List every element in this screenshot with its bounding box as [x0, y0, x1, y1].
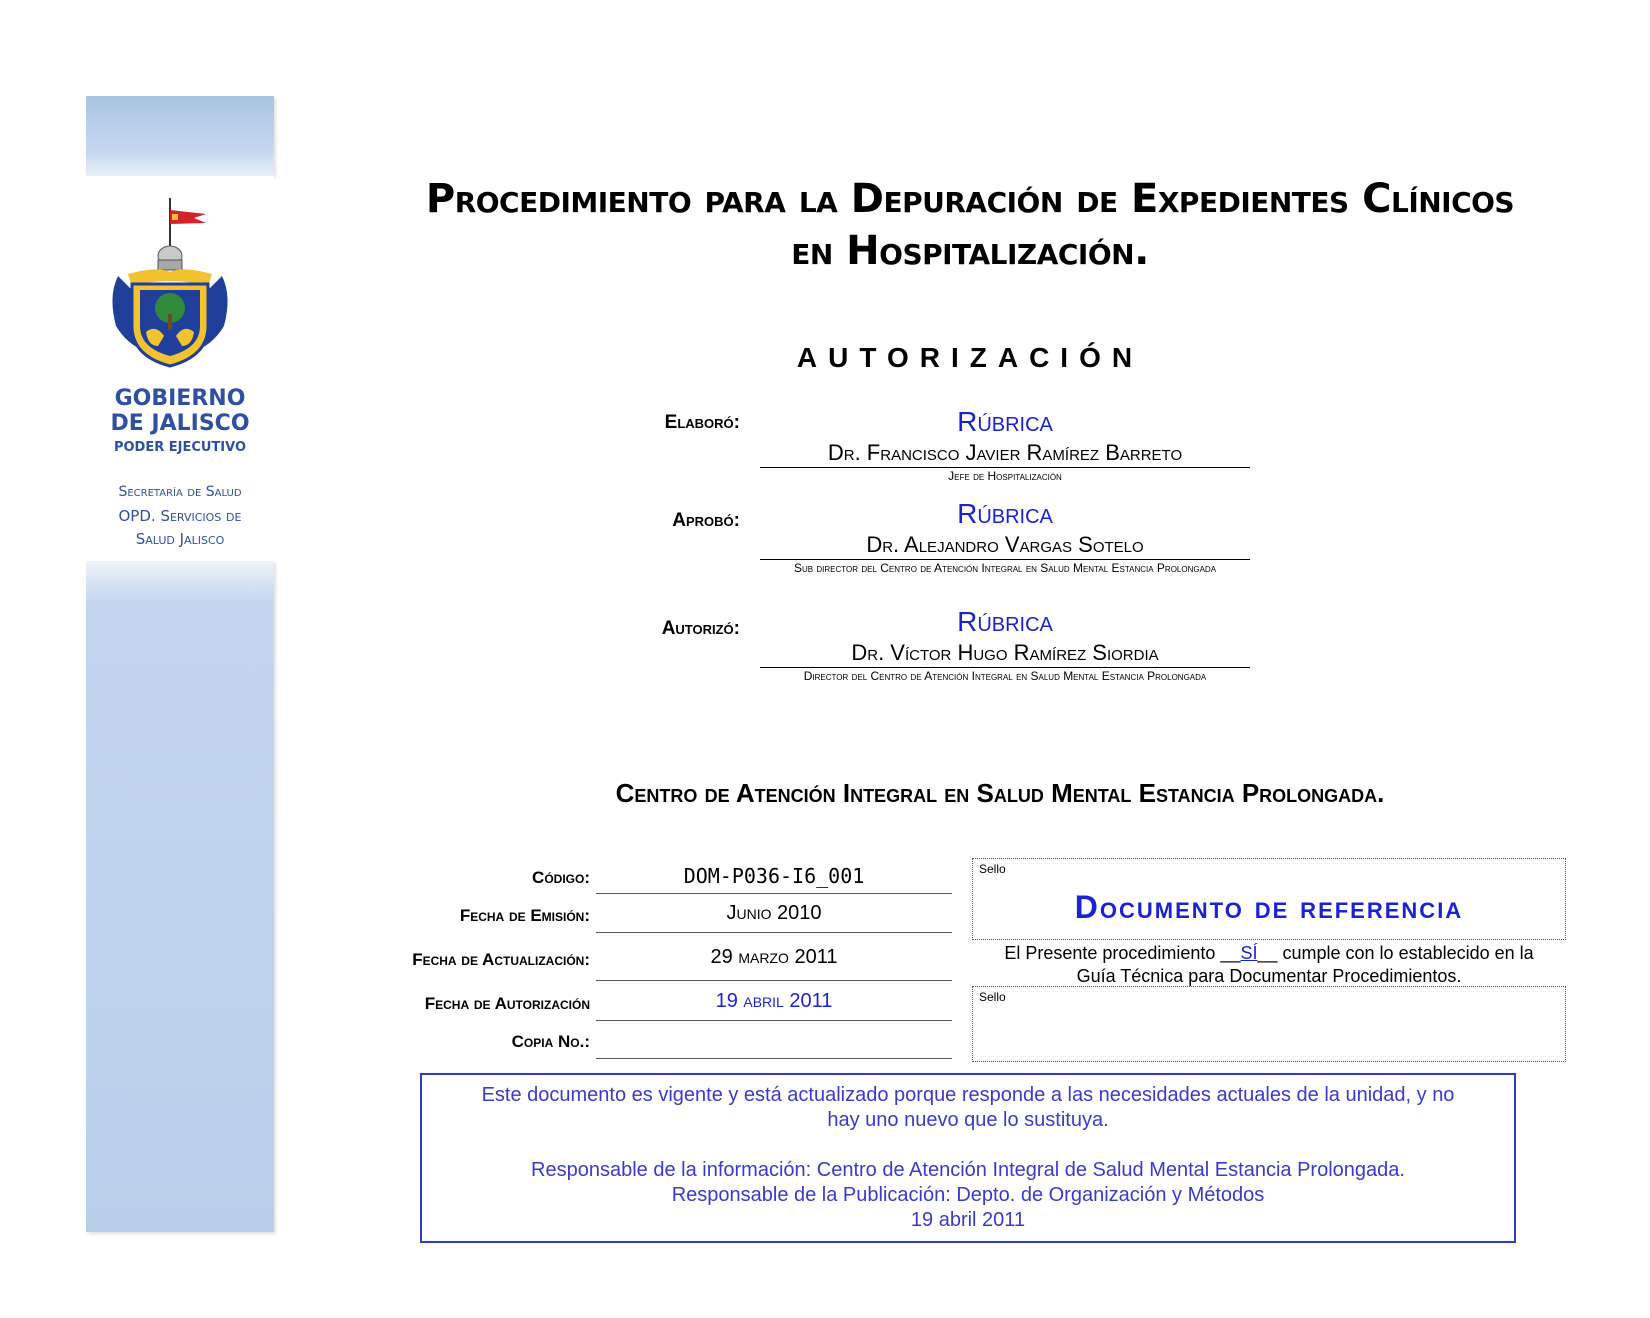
validity-notice-box	[420, 1073, 1516, 1243]
compliance-text-before: El Presente procedimiento __	[1004, 943, 1241, 963]
info-divider	[596, 932, 952, 933]
secretaria-line2: OPD. Servicios de	[118, 507, 242, 525]
fecha-autorizacion-value: 19 abril 2011	[715, 990, 833, 1012]
fecha-actualizacion-value: 29 marzo 2011	[710, 946, 838, 968]
signature-rubrica-aprobo: Rúbrica	[957, 498, 1053, 529]
compliance-text-after: __ cumple con lo establecido en la	[1257, 943, 1534, 963]
sidebar-top-band	[86, 96, 274, 176]
signature-role-elaboro: Jefe de Hospitalización	[948, 469, 1062, 483]
info-divider	[596, 1058, 952, 1059]
jalisco-coat-of-arms-icon	[98, 196, 242, 376]
signature-rubrica-elaboro: Rúbrica	[957, 406, 1053, 437]
publication-date-line: 19 abril 2011	[910, 1209, 1026, 1231]
signature-name-aprobo: Dr. Alejandro Vargas Sotelo	[760, 532, 1250, 560]
seal-label: Sello	[979, 990, 1006, 1004]
seal-box-reference	[972, 858, 1566, 940]
signature-rubrica-autorizo: Rúbrica	[957, 606, 1053, 637]
validity-line2: hay uno nuevo que lo sustituya.	[827, 1109, 1109, 1131]
compliance-line2: Guía Técnica para Documentar Procedimientos.	[1076, 966, 1462, 986]
signature-role-aprobo: Sub director del Centro de Atención Integral en Salud Mental Estancia Prolongada	[793, 561, 1217, 575]
fecha-autorizacion-label: Fecha de Autorización	[424, 994, 590, 1013]
secretaria-line3: Salud Jalisco	[135, 530, 225, 548]
sidebar-bottom-band	[86, 561, 274, 1232]
signature-name-elaboro: Dr. Francisco Javier Ramírez Barreto	[760, 440, 1250, 468]
secretaria-line1: Secretaría de Salud	[118, 484, 242, 500]
codigo-label: Código:	[532, 868, 590, 887]
fecha-emision-value: Junio 2010	[726, 902, 822, 924]
responsible-publication-line: Responsable de la Publicación: Depto. de Organización y Métodos	[671, 1184, 1265, 1206]
fecha-emision-label: Fecha de Emisión:	[459, 906, 590, 925]
compliance-line1	[972, 942, 1566, 965]
document-title-line1: Procedimiento para la Depuración de Expedientes Clínicos	[425, 176, 1515, 222]
info-divider	[596, 893, 952, 894]
gov-name-line2: DE JALISCO	[110, 411, 250, 436]
reference-document-title: Documento de referencia	[1074, 889, 1464, 925]
copia-label: Copia No.:	[511, 1032, 590, 1051]
seal-box-empty	[972, 986, 1566, 1062]
signature-label-autorizo: Autorizó:	[661, 618, 740, 639]
gov-name-line3: PODER EJECUTIVO	[113, 440, 247, 455]
compliance-answer: SÍ	[1240, 943, 1258, 963]
signature-label-elaboro: Elaboró:	[664, 412, 740, 433]
authorization-heading: AUTORIZACIÓN	[796, 342, 1144, 373]
codigo-value: DOM-P036-I6_001	[683, 864, 865, 888]
info-divider	[596, 1020, 952, 1021]
signature-label-aprobo: Aprobó:	[672, 510, 740, 531]
center-name-heading: Centro de Atención Integral en Salud Mental Estancia Prolongada.	[615, 778, 1385, 808]
document-title-line2: en Hospitalización.	[791, 228, 1149, 274]
seal-compliance-text	[972, 942, 1566, 988]
validity-line1: Este documento es vigente y está actualizado porque responde a las necesidades actuales de la unidad, y no	[481, 1084, 1455, 1106]
fecha-actualizacion-label: Fecha de Actualización:	[412, 950, 590, 969]
seal-label: Sello	[979, 862, 1006, 876]
signature-name-autorizo: Dr. Víctor Hugo Ramírez Siordia	[760, 640, 1250, 668]
gov-name-line1: GOBIERNO	[114, 386, 246, 411]
signature-role-autorizo: Director del Centro de Atención Integral en Salud Mental Estancia Prolongada	[803, 669, 1207, 683]
responsible-info-line: Responsable de la información: Centro de Atención Integral de Salud Mental Estancia Prolongada.	[531, 1159, 1405, 1181]
info-divider	[596, 980, 952, 981]
